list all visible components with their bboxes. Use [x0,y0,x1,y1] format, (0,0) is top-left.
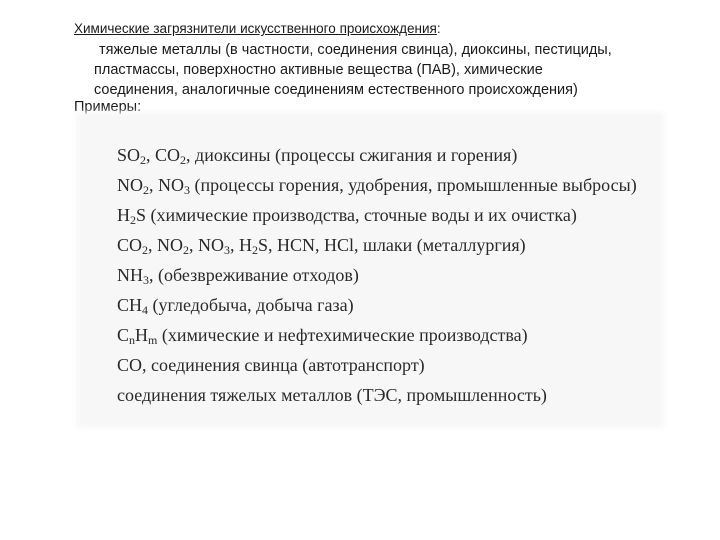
subscript: 2 [130,213,136,227]
subscript: 2 [142,243,149,257]
example-item [117,140,637,170]
example-item [117,290,637,320]
subscript: m [148,333,158,347]
description-line: тяжелые металлы (в частности, соединения свинца), диоксины, пестициды, [99,42,612,58]
example-text: (химические и нефтехимические производства) [157,325,528,345]
example-text: (процессы горения, удобрения, промышленные выбросы) [190,175,637,195]
example-item [117,320,637,350]
example-text: соединения тяжелых металлов (ТЭС, промышленность) [117,385,547,405]
example-item [117,260,637,290]
example-text: CH [117,295,143,315]
example-text: S (химические производства, сточные воды и их очистка) [136,205,577,225]
example-text: , H [230,235,253,255]
subscript: 2 [252,243,259,257]
subscript: 2 [180,153,187,167]
example-text: , NO [148,235,184,255]
subscript: 4 [142,303,149,317]
heading-colon: : [436,21,441,36]
example-text: , NO [189,235,225,255]
subscript: n [129,333,136,347]
example-text: CO, соединения свинца (автотранспорт) [117,355,425,375]
example-text: H [135,325,149,345]
section-heading [74,20,441,38]
example-item [117,350,637,380]
example-text: NO [117,175,143,195]
example-text: , (обезвреживание отходов) [149,265,359,285]
example-text: , CO [146,145,181,165]
subscript: 2 [140,153,147,167]
example-text: , диоксины (процессы сжигания и горения) [186,145,518,165]
scanned-examples-image [80,116,660,424]
example-item [117,170,637,200]
subscript: 2 [143,183,149,197]
example-text: H [117,205,130,225]
example-item [117,230,637,260]
example-text: (угледобыча, добыча газа) [148,295,354,315]
subscript: 3 [224,243,231,257]
example-text: SO [117,145,141,165]
examples-label: Примеры: [74,99,142,115]
example-item [117,200,637,230]
description-line: соединения, аналогичные соединениям естественного происхождения) [94,82,578,98]
description-line: пластмассы, поверхностно активные вещества (ПАВ), химические [94,62,543,78]
subscript: 2 [183,243,190,257]
heading-title: Химические загрязнители искусственного происхождения [74,21,437,36]
example-text: S, HCN, HCl, шлаки (металлургия) [258,235,526,255]
example-text: NH [117,265,143,285]
pollutant-description [94,40,694,100]
subscript: 3 [184,183,190,197]
example-text: C [117,325,130,345]
example-item [117,380,637,410]
examples-list [117,140,637,410]
subscript: 3 [143,273,149,287]
example-text: CO [117,235,143,255]
example-text: , NO [149,175,184,195]
